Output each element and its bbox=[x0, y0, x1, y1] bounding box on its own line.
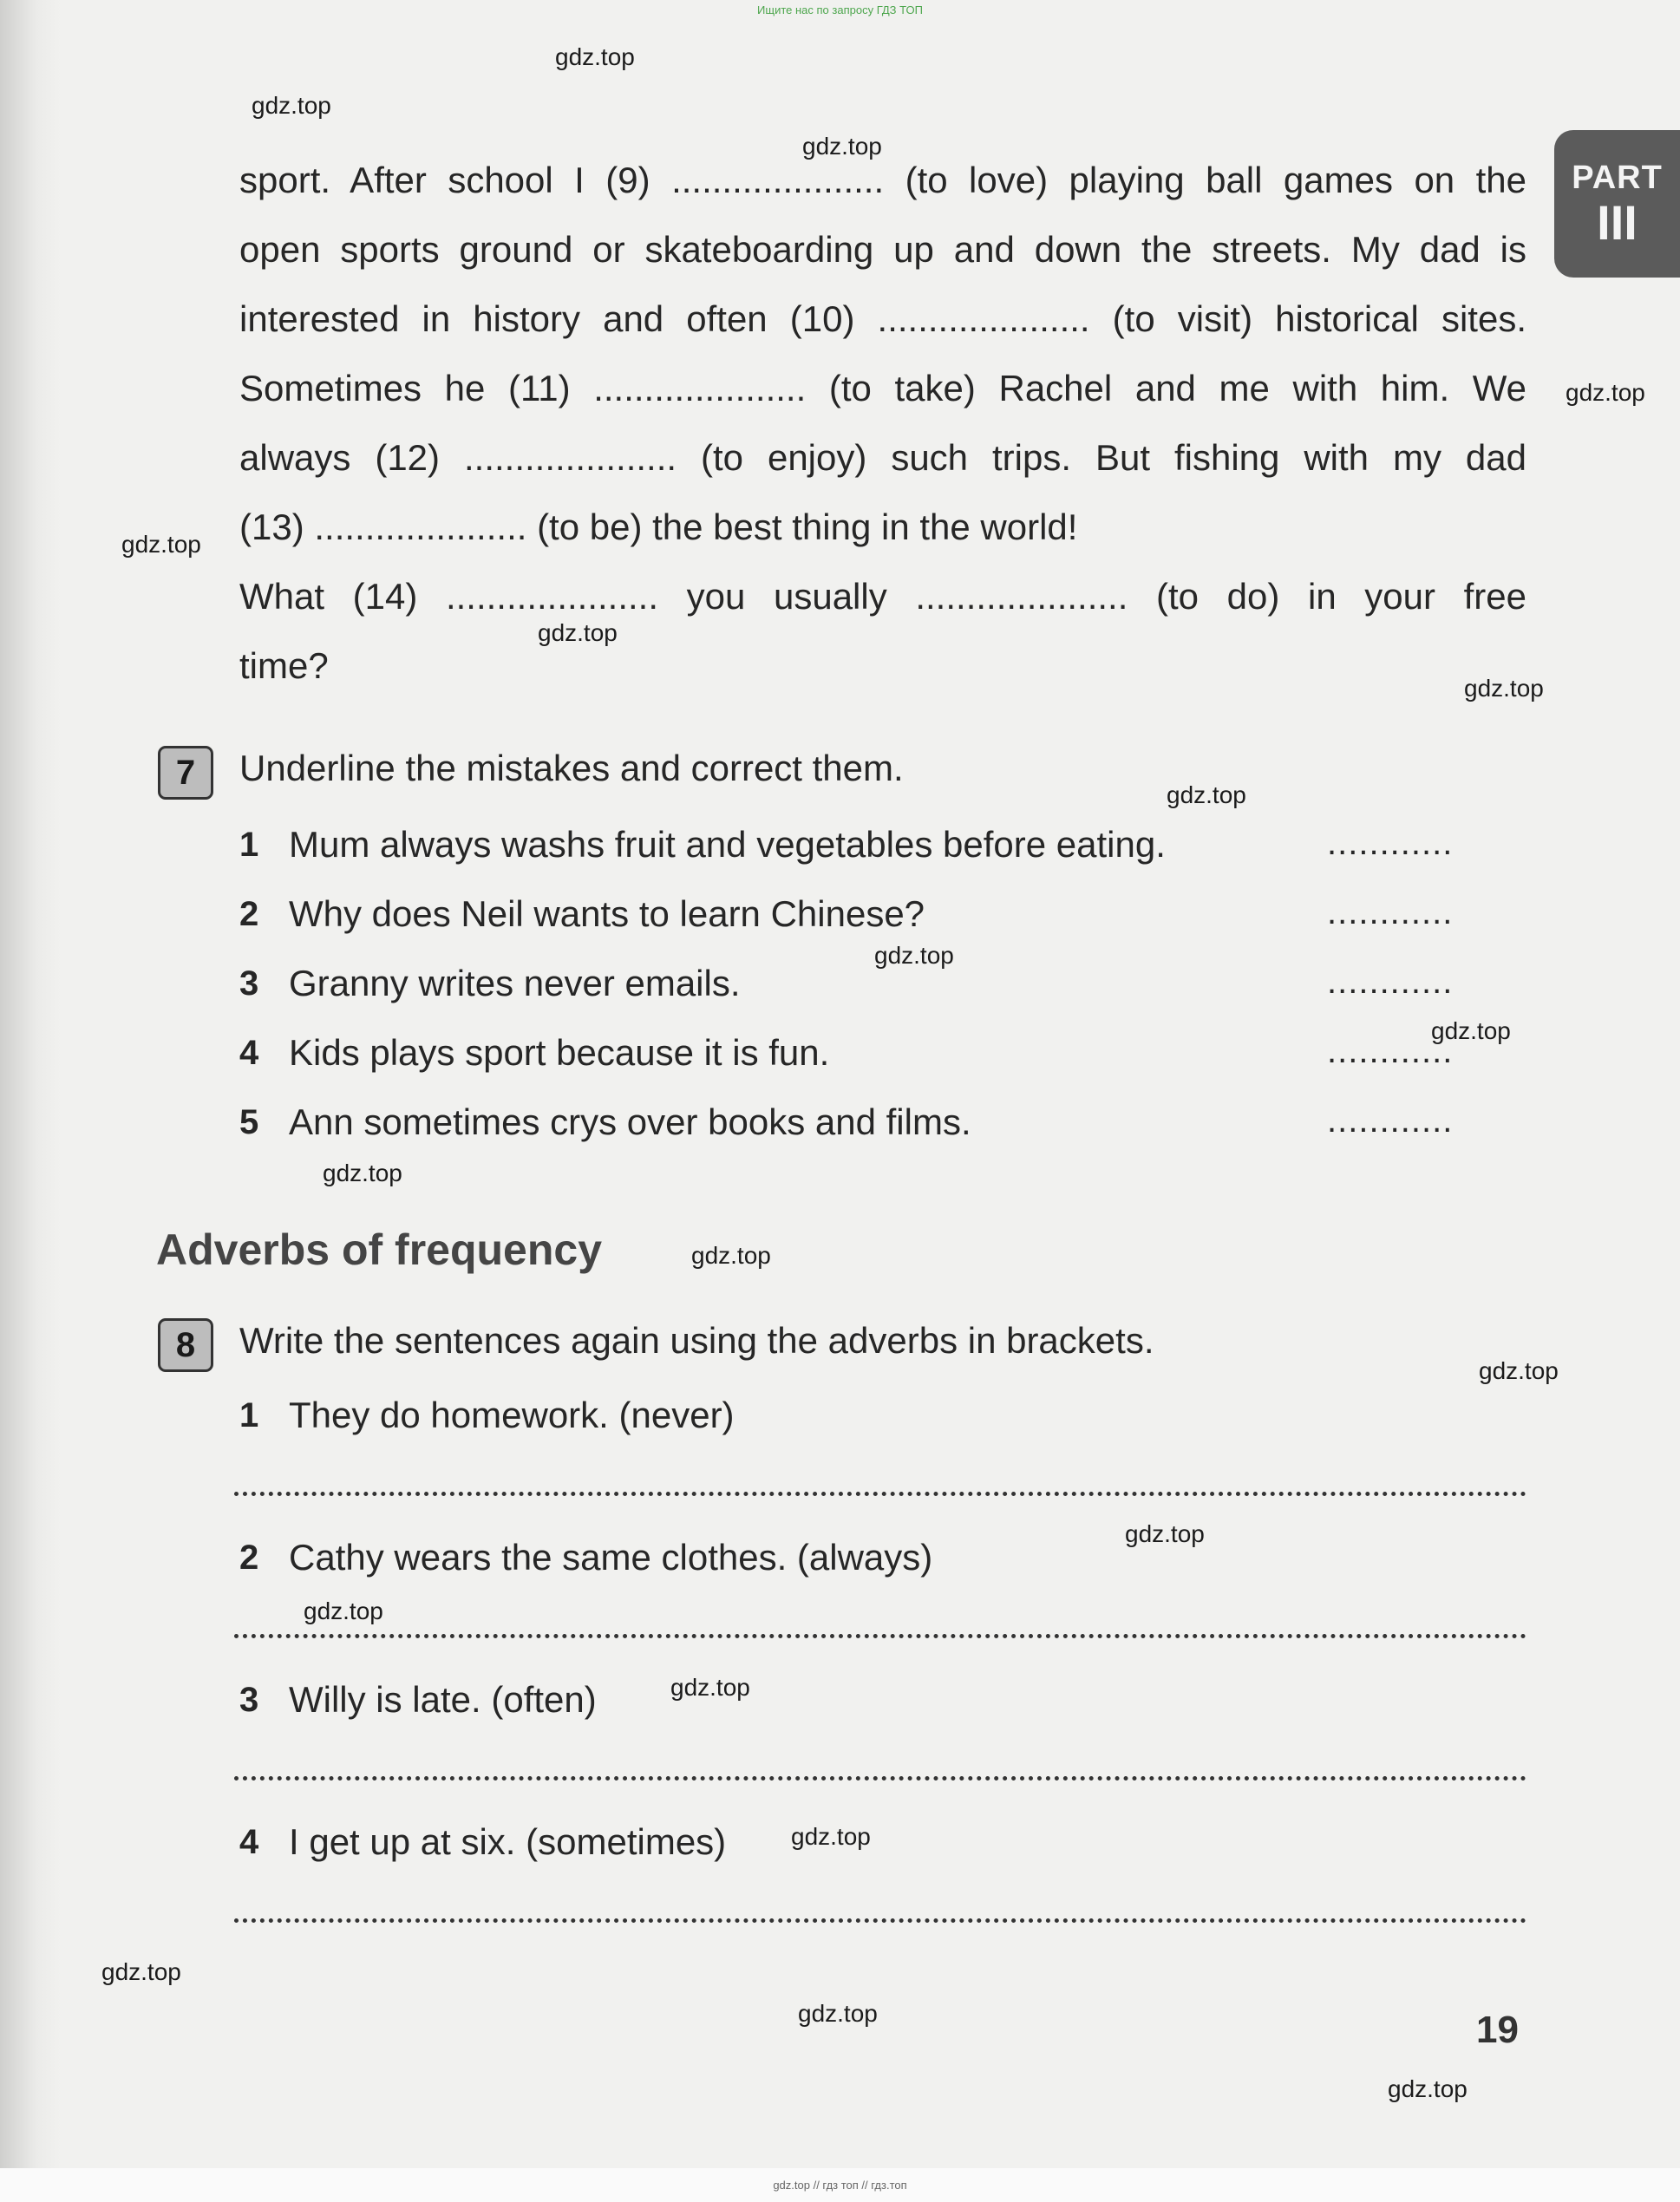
watermark: gdz.top bbox=[101, 1958, 181, 1985]
watermark: gdz.top bbox=[1125, 1520, 1205, 1547]
watermark: gdz.top bbox=[1479, 1357, 1559, 1384]
item-number: 3 bbox=[239, 964, 259, 1003]
item-text: Kids plays sport because it is fun. bbox=[289, 1032, 830, 1073]
watermark: gdz.top bbox=[874, 942, 954, 969]
item-number: 1 bbox=[239, 826, 259, 864]
watermark: gdz.top bbox=[1464, 675, 1544, 702]
watermark: gdz.top bbox=[555, 43, 635, 70]
item-text: I get up at six. (sometimes) bbox=[289, 1821, 727, 1862]
passage-line: Sometimes he (11) ..................... (to take) Rachel and me with him. We bbox=[239, 368, 1526, 408]
passage-line: open sports ground or skateboarding up and down the streets. My dad is bbox=[239, 229, 1526, 270]
watermark: gdz.top bbox=[538, 619, 618, 646]
top-link[interactable]: Ищите нас по запросу ГДЗ ТОП bbox=[757, 3, 923, 16]
answer-dots[interactable]: ............ bbox=[1327, 893, 1454, 931]
passage-line: What (14) ..................... you usually ..................... (to do) in your free bbox=[239, 576, 1526, 617]
watermark: gdz.top bbox=[1566, 379, 1645, 406]
passage-line: sport. After school I (9) ..................... (to love) playing ball games on the bbox=[239, 160, 1526, 200]
part-numeral: III bbox=[1597, 195, 1638, 250]
item-text: Cathy wears the same clothes. (always) bbox=[289, 1537, 933, 1578]
watermark: gdz.top bbox=[252, 92, 331, 119]
watermark: gdz.top bbox=[304, 1598, 383, 1624]
item-text: Granny writes never emails. bbox=[289, 963, 741, 1003]
answer-dots[interactable]: ............ bbox=[1327, 963, 1454, 1001]
answer-line[interactable] bbox=[234, 1776, 1526, 1781]
answer-line[interactable] bbox=[234, 1492, 1526, 1496]
page-number: 19 bbox=[1476, 2009, 1519, 2051]
item-number: 2 bbox=[239, 1539, 259, 1577]
item-number: 5 bbox=[239, 1103, 259, 1141]
item-text: They do homework. (never) bbox=[289, 1395, 735, 1435]
watermark: gdz.top bbox=[691, 1242, 771, 1269]
answer-line[interactable] bbox=[234, 1918, 1526, 1923]
item-text: Willy is late. (often) bbox=[289, 1679, 597, 1720]
watermark: gdz.top bbox=[323, 1160, 402, 1186]
item-number: 2 bbox=[239, 895, 259, 933]
task-number-badge: 8 bbox=[158, 1318, 213, 1372]
task-instruction: Write the sentences again using the adverbs in brackets. bbox=[239, 1320, 1154, 1361]
passage-line: time? bbox=[239, 645, 329, 686]
watermark: gdz.top bbox=[798, 2000, 878, 2027]
section-heading: Adverbs of frequency bbox=[156, 1225, 603, 1274]
watermark: gdz.top bbox=[121, 531, 201, 558]
answer-dots[interactable]: ............ bbox=[1327, 1101, 1454, 1140]
watermark: gdz.top bbox=[802, 133, 882, 160]
part-tab bbox=[1554, 130, 1680, 278]
bottom-link[interactable]: gdz.top // гдз топ // гдз.топ bbox=[773, 2179, 907, 2192]
item-number: 4 bbox=[239, 1034, 259, 1072]
item-text: Why does Neil wants to learn Chinese? bbox=[289, 893, 925, 934]
task-instruction: Underline the mistakes and correct them. bbox=[239, 748, 904, 788]
part-label: PART bbox=[1572, 160, 1663, 196]
item-number: 3 bbox=[239, 1681, 259, 1719]
watermark: gdz.top bbox=[1167, 781, 1246, 808]
item-text: Mum always washs fruit and vegetables before eating. bbox=[289, 824, 1166, 865]
page-binding-shadow bbox=[0, 0, 61, 2202]
item-number: 1 bbox=[239, 1396, 259, 1434]
item-number: 4 bbox=[239, 1823, 259, 1861]
watermark: gdz.top bbox=[1431, 1017, 1511, 1044]
answer-dots[interactable]: ............ bbox=[1327, 1032, 1454, 1070]
answer-dots[interactable]: ............ bbox=[1327, 824, 1454, 862]
watermark: gdz.top bbox=[791, 1823, 871, 1850]
passage-line: (13) ..................... (to be) the best thing in the world! bbox=[239, 506, 1078, 547]
passage-line: interested in history and often (10) ..................... (to visit) historical sites. bbox=[239, 298, 1526, 339]
watermark: gdz.top bbox=[1388, 2075, 1468, 2102]
item-text: Ann sometimes crys over books and films. bbox=[289, 1101, 971, 1142]
task-number-badge: 7 bbox=[158, 746, 213, 800]
passage-line: always (12) ..................... (to enjoy) such trips. But fishing with my dad bbox=[239, 437, 1526, 478]
answer-line[interactable] bbox=[234, 1634, 1526, 1638]
watermark: gdz.top bbox=[670, 1674, 750, 1701]
